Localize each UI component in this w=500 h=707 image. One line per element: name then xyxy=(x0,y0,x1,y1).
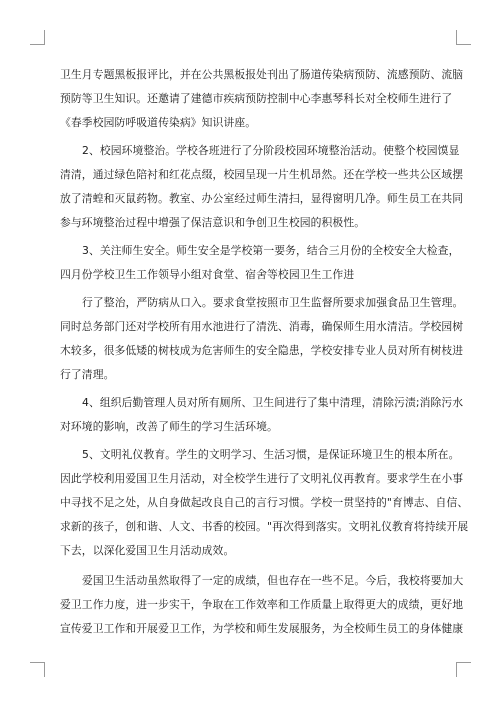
text-line: 求新的孩子，创和谐、人文、书香的校园。"再次得到落实。文明礼仪教育将持续开展 xyxy=(60,520,469,533)
text-line: 对环境的影响，改善了师生的学习生活环境。 xyxy=(60,420,278,433)
crop-mark-top-left xyxy=(30,30,45,45)
text-line: 爱国卫生活动虽然取得了一定的成绩，但也存在一些不足。今后，我校将要加大 xyxy=(82,574,464,587)
text-line: 清清，通过绿色陪衬和红花点缀，校园呈现一片生机昂然。还在学校一些共公区域摆 xyxy=(60,168,464,181)
crop-mark-bottom-left xyxy=(30,662,45,677)
text-line: 行了整治，严防病从口入。要求食堂按照市卫生监督所要求加强食品卫生管理。 xyxy=(82,296,464,309)
text-line: 爱卫工作力度，进一步实干，争取在工作效率和工作质量上取得更大的成绩，更好地 xyxy=(60,598,464,611)
text-line: 5、文明礼仪教育。学生的文明学习、生活习惯，是保证环境卫生的根本所在。 xyxy=(82,448,460,461)
text-line: 预防等卫生知识。还邀请了建德市疾病预防控制中心李惠琴科长对全校师生进行了 xyxy=(60,92,453,105)
text-line: 2、校园环境整治。学校各班进行了分阶段校园环境整治活动。使整个校园馍显 xyxy=(82,144,460,157)
text-line: 《春季校园防呼吸道传染病》知识讲座。 xyxy=(60,116,257,129)
text-line: 同时总务部门还对学校所有用水池进行了清洗、消毒，确保师生用水清洁。学校园树 xyxy=(60,320,464,333)
text-line: 中寻找不足之处，从自身做起改良自己的言行习惯。学校一贯坚持的"育博志、自信、 xyxy=(60,496,469,509)
text-line: 因此学校利用爱国卫生月活动，对全校学生进行了文明礼仪再教育。要求学生在小事 xyxy=(60,472,464,485)
text-line: 宣传爱卫工作和开展爱卫工作，为学校和师生发展服务，为全校师生员工的身体健康 xyxy=(60,622,464,635)
text-line: 参与环境整治过程中增强了保洁意识和争创卫生校园的积极性。 xyxy=(60,216,366,229)
text-line: 4、组织后勤管理人员对所有厕所、卫生间进行了集中清理，清除污渍;消除污水 xyxy=(82,396,464,409)
text-line: 3、关注师生安全。师生安全是学校第一要务，结合三月份的全校安全大检查， xyxy=(82,244,460,257)
crop-mark-bottom-right xyxy=(456,662,471,677)
text-line: 行了清理。 xyxy=(60,368,115,381)
text-line: 四月份学校卫生工作领导小组对食堂、宿舍等校园卫生工作进 xyxy=(60,268,355,281)
text-line: 下去，以深化爱国卫生月活动成效。 xyxy=(60,544,235,557)
text-line: 木较多，很多低矮的树枝成为危害师生的安全隐患，学校安排专业人员对所有树枝进 xyxy=(60,344,464,357)
text-line: 放了清蝗和灭鼠药物。教室、办公室经过师生清扫，显得窗明几净。师生员工在共同 xyxy=(60,192,464,205)
crop-mark-top-right xyxy=(456,30,471,45)
text-line: 卫生月专题黑板报评比，并在公共黑板报处刊出了肠道传染病预防、流感预防、流脑 xyxy=(60,68,464,81)
